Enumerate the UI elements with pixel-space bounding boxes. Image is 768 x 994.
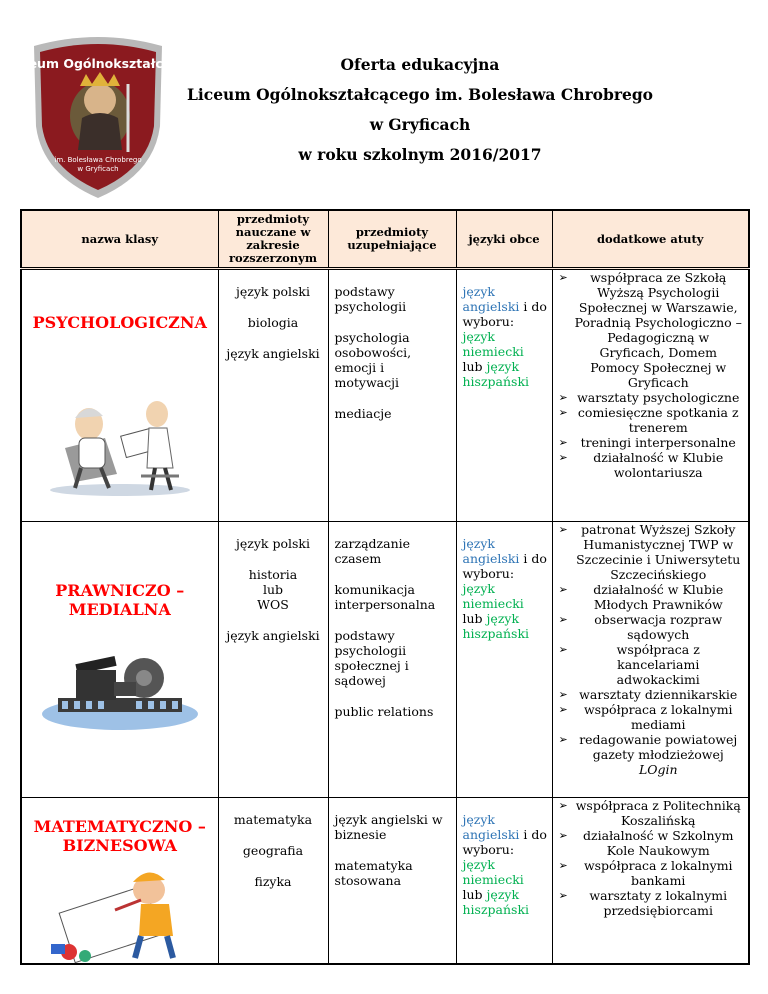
list-item xyxy=(557,522,743,582)
extended-subjects-cell xyxy=(218,269,328,522)
logo-arc-text: Liceum Ogólnokształcące xyxy=(8,56,188,71)
list-item xyxy=(557,612,743,642)
extended-subject: język angielski xyxy=(226,628,320,643)
class-name: MATEMATYCZNO – BIZNESOWA xyxy=(33,817,206,855)
header-school-year: w roku szkolnym 2016/2017 xyxy=(298,145,542,164)
extra-text: warsztaty dziennikarskie xyxy=(579,687,738,702)
arrow-bullet-icon: ➢ xyxy=(558,406,568,419)
extra-text: warsztaty psychologiczne xyxy=(577,390,740,405)
table-row xyxy=(21,798,749,964)
extra-text: działalność w Klubie Młodych Prawników xyxy=(593,582,724,612)
extra-text: współpraca z lokalnymi mediami xyxy=(583,702,733,732)
extra-text: współpraca z lokalnymi bankami xyxy=(583,858,733,888)
education-offer-table xyxy=(20,209,750,965)
arrow-bullet-icon: ➢ xyxy=(558,703,568,716)
language-spanish: język hiszpański xyxy=(462,887,530,917)
arrow-bullet-icon: ➢ xyxy=(558,688,568,701)
extra-text: współpraca z Politechniką Koszalińską xyxy=(575,798,741,828)
arrow-bullet-icon: ➢ xyxy=(558,451,568,464)
language-choice-label: i do wyboru: xyxy=(462,551,547,581)
extra-text: współpraca ze Szkołą Wyższą Psychologii Społecznej w Warszawie, Poradnią Psychologiczno – Pedagogiczną w Gryficach, Domem Pomocy Społecznej w Gryficach xyxy=(574,270,742,390)
psychologist-session-icon xyxy=(45,378,195,498)
class-name-cell xyxy=(21,798,218,964)
list-item xyxy=(557,435,743,450)
supplementary-subjects-cell xyxy=(328,269,456,522)
supplementary-subject: psychologia osobowości, emocji i motywacji xyxy=(334,330,412,390)
header-extended-subjects: przedmioty nauczane w zakresie rozszerzonym xyxy=(218,210,328,269)
header-town: w Gryficach xyxy=(369,115,471,134)
language-german: język niemiecki xyxy=(462,857,524,887)
supplementary-subject: komunikacja interpersonalna xyxy=(334,582,436,612)
extra-text: współpraca z kancelariami adwokackimi xyxy=(616,642,700,687)
extra-text: redagowanie powiatowej gazety młodzieżowej xyxy=(579,732,738,762)
document-header xyxy=(150,50,690,170)
language-german: język niemiecki xyxy=(462,329,524,359)
drafting-student-icon xyxy=(45,860,195,964)
list-item xyxy=(557,798,743,828)
extended-subject: geografia xyxy=(242,843,304,858)
arrow-bullet-icon: ➢ xyxy=(558,436,568,449)
extended-subject: fizyka xyxy=(254,874,292,889)
table-row xyxy=(21,269,749,522)
class-name: PRAWNICZO – MEDIALNA xyxy=(55,581,185,619)
list-item xyxy=(557,702,743,732)
list-item xyxy=(557,732,743,777)
language-or: lub xyxy=(462,611,483,626)
logo-bottom-text-1: im. Bolesława Chrobrego xyxy=(54,156,142,164)
extras-cell xyxy=(552,522,749,798)
arrow-bullet-icon: ➢ xyxy=(558,523,568,536)
supplementary-subject: matematyka stosowana xyxy=(334,858,413,888)
language-english: język angielski xyxy=(462,812,520,842)
arrow-bullet-icon: ➢ xyxy=(558,859,568,872)
extra-text: warsztaty z lokalnymi przedsiębiorcami xyxy=(589,888,728,918)
extended-subject: biologia xyxy=(247,315,299,330)
extended-subjects-cell xyxy=(218,522,328,798)
extended-subjects-cell xyxy=(218,798,328,964)
supplementary-subjects-cell xyxy=(328,798,456,964)
supplementary-subject: język angielski w biznesie xyxy=(334,812,443,842)
arrow-bullet-icon: ➢ xyxy=(558,583,568,596)
supplementary-subject: podstawy psychologii xyxy=(334,284,407,314)
extra-text: patronat Wyższej Szkoły Humanistycznej TWP w Szczecinie i Uniwersytetu Szczecińskiego xyxy=(576,522,741,582)
extra-text: działalność w Klubie wolontariusza xyxy=(593,450,724,480)
arrow-bullet-icon: ➢ xyxy=(558,829,568,842)
language-spanish: język hiszpański xyxy=(462,359,530,389)
extra-text: obserwacja rozpraw sądowych xyxy=(594,612,723,642)
languages-cell xyxy=(456,798,552,964)
arrow-bullet-icon: ➢ xyxy=(558,889,568,902)
language-choice-label: i do wyboru: xyxy=(462,827,547,857)
extras-cell xyxy=(552,798,749,964)
extra-text: comiesięczne spotkania z trenerem xyxy=(577,405,739,435)
logo-bottom-text-2: w Gryficach xyxy=(77,165,119,173)
supplementary-subject: public relations xyxy=(334,704,434,719)
list-item xyxy=(557,582,743,612)
list-item xyxy=(557,642,743,687)
supplementary-subject: zarządzanie czasem xyxy=(334,536,411,566)
languages-cell xyxy=(456,269,552,522)
supplementary-subject: podstawy psychologii społecznej i sądowej xyxy=(334,628,409,688)
class-name-cell xyxy=(21,522,218,798)
language-choice-label: i do wyboru: xyxy=(462,299,547,329)
extra-text: działalność w Szkolnym Kole Naukowym xyxy=(583,828,734,858)
arrow-bullet-icon: ➢ xyxy=(558,391,568,404)
language-german: język niemiecki xyxy=(462,581,524,611)
language-or: lub xyxy=(462,887,483,902)
extended-subject: historia lub WOS xyxy=(248,567,298,612)
language-spanish: język hiszpański xyxy=(462,611,530,641)
arrow-bullet-icon: ➢ xyxy=(558,271,568,284)
table-header-row xyxy=(21,210,749,269)
header-supplementary-subjects: przedmioty uzupełniające xyxy=(328,210,456,269)
extended-subject: język angielski xyxy=(226,346,320,361)
film-camera-icon xyxy=(40,654,200,744)
arrow-bullet-icon: ➢ xyxy=(558,733,568,746)
language-english: język angielski xyxy=(462,536,520,566)
list-item xyxy=(557,888,743,918)
header-class-name: nazwa klasy xyxy=(21,210,218,269)
list-item xyxy=(557,687,743,702)
list-item xyxy=(557,270,743,390)
extended-subject: matematyka xyxy=(233,812,313,827)
languages-cell xyxy=(456,522,552,798)
header-languages: języki obce xyxy=(456,210,552,269)
list-item xyxy=(557,405,743,435)
arrow-bullet-icon: ➢ xyxy=(558,799,568,812)
table-row xyxy=(21,522,749,798)
list-item xyxy=(557,450,743,480)
extended-subject: język polski xyxy=(236,284,310,299)
arrow-bullet-icon: ➢ xyxy=(558,613,568,626)
language-or: lub xyxy=(462,359,483,374)
extras-cell xyxy=(552,269,749,522)
newspaper-title: LOgin xyxy=(638,762,678,777)
supplementary-subject: mediacje xyxy=(334,406,392,421)
extended-subject: język polski xyxy=(236,536,310,551)
list-item xyxy=(557,858,743,888)
extra-text: treningi interpersonalne xyxy=(580,435,736,450)
arrow-bullet-icon: ➢ xyxy=(558,643,568,656)
header-extras: dodatkowe atuty xyxy=(552,210,749,269)
header-title: Oferta edukacyjna xyxy=(340,55,500,74)
supplementary-subjects-cell xyxy=(328,522,456,798)
language-english: język angielski xyxy=(462,284,520,314)
list-item xyxy=(557,828,743,858)
list-item xyxy=(557,390,743,405)
class-name: PSYCHOLOGICZNA xyxy=(32,313,207,332)
header-school-name: Liceum Ogólnokształcącego im. Bolesława Chrobrego xyxy=(186,85,654,104)
class-name-cell xyxy=(21,269,218,522)
